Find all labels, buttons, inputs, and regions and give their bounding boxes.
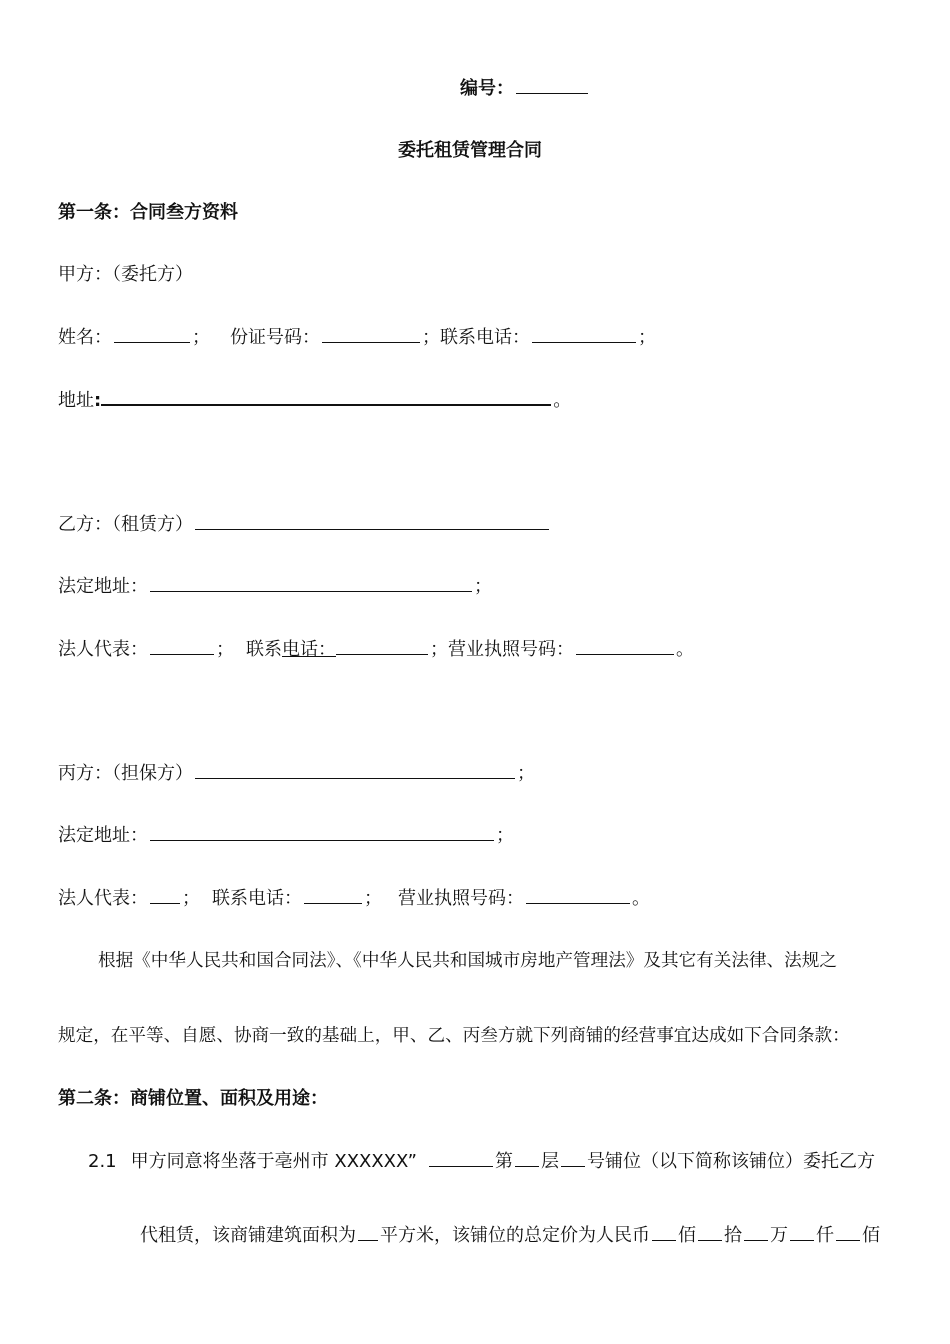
party-b-address-label: 法定地址：: [58, 576, 148, 597]
party-b-license-blank: [576, 636, 674, 655]
party-b-phone-blank: [336, 636, 428, 655]
party-a-id-label: 份证号码：: [230, 327, 320, 348]
separator: ；: [517, 763, 535, 784]
document-title: 委托租赁管理合同: [398, 140, 542, 161]
unit-blank: [561, 1148, 585, 1167]
amount-blank: [744, 1222, 768, 1241]
party-a-name-label: 姓名：: [58, 327, 112, 348]
party-c-label: 丙方：（担保方）: [58, 763, 193, 784]
contract-number-label: 编号：: [460, 78, 514, 99]
unit-text: 仟: [816, 1225, 834, 1246]
party-b-details-line: [58, 636, 694, 663]
separator: ；: [638, 327, 656, 348]
clause-text: 第: [494, 1151, 513, 1172]
party-c-address-line: [58, 822, 514, 849]
separator: ；: [422, 327, 440, 348]
party-c-address-label: 法定地址：: [58, 825, 148, 846]
unit-text: 万: [770, 1225, 788, 1246]
party-b-license-label: 营业执照号码：: [448, 639, 574, 660]
party-c-rep-blank: [150, 885, 180, 904]
party-a-address-blank: [101, 386, 551, 406]
clause-text: 甲方同意将坐落于亳州市 XXXXXX”: [130, 1151, 417, 1172]
article-1-heading: 第一条：合同叁方资料: [58, 202, 238, 223]
party-c-details-line: [58, 885, 650, 912]
party-c-name-blank: [195, 760, 515, 779]
basis-paragraph-line-2: 规定，在平等、自愿、协商一致的基础上，甲、乙、丙叁方就下列商铺的经营事宜达成如下合同条款：: [58, 1026, 850, 1046]
separator: ；: [216, 639, 234, 660]
party-c-license-label: 营业执照号码：: [398, 888, 524, 909]
amount-blank: [652, 1222, 676, 1241]
floor-blank: [515, 1148, 539, 1167]
clause-2-1-line-2: [140, 1222, 880, 1249]
party-b-line: [58, 511, 551, 538]
party-b-phone-label-pre: 联系: [246, 639, 282, 660]
party-b-label: 乙方：（租赁方）: [58, 514, 193, 535]
clause-text: 代租赁，该商铺建筑面积为: [140, 1225, 356, 1246]
clause-text: 平方米，该铺位的总定价为人民币: [380, 1225, 650, 1246]
party-c-rep-label: 法人代表：: [58, 888, 148, 909]
clause-text: 号铺位（以下简称该铺位）委托乙方: [586, 1151, 875, 1172]
clause-2-1-line-1: [88, 1148, 875, 1175]
period: 。: [676, 639, 694, 660]
contract-number: [460, 75, 590, 102]
party-b-name-blank: [195, 511, 549, 530]
building-blank: [429, 1148, 493, 1167]
party-c-license-blank: [526, 885, 630, 904]
party-a-phone-label: 联系电话：: [440, 327, 530, 348]
party-b-rep-blank: [150, 636, 214, 655]
period: 。: [632, 888, 650, 909]
clause-number: 2.1: [88, 1151, 117, 1172]
separator: ；: [364, 888, 382, 909]
party-b-address-blank: [150, 573, 472, 592]
unit-text: 拾: [724, 1225, 742, 1246]
party-a-label: 甲方：（委托方）: [58, 264, 193, 285]
colon: :: [94, 390, 102, 411]
party-c-address-blank: [150, 822, 494, 841]
contract-number-blank: [516, 75, 588, 94]
party-c-phone-blank: [304, 885, 362, 904]
party-a-address-line: [58, 386, 571, 414]
unit-text: 佰: [678, 1225, 696, 1246]
party-b-address-line: [58, 573, 492, 600]
separator: ；: [430, 639, 448, 660]
party-b-rep-label: 法人代表：: [58, 639, 148, 660]
party-a-details-line: [58, 324, 656, 351]
party-a-id-blank: [322, 324, 420, 343]
party-b-phone-label-ul: 电话：: [282, 639, 336, 660]
clause-text: 层: [540, 1151, 559, 1172]
article-2-heading: 第二条：商铺位置、面积及用途：: [58, 1088, 328, 1109]
basis-paragraph-line-1: 根据《中华人民共和国合同法》、《中华人民共和国城市房地产管理法》及其它有关法律、法规之: [98, 951, 837, 971]
separator: ；: [474, 576, 492, 597]
unit-text: 佰: [862, 1225, 880, 1246]
party-a-name-blank: [114, 324, 190, 343]
separator: ；: [496, 825, 514, 846]
party-c-line: [58, 760, 535, 787]
party-a-address-label: 地址: [58, 390, 94, 411]
area-blank: [358, 1222, 378, 1241]
party-a-phone-blank: [532, 324, 636, 343]
amount-blank: [836, 1222, 860, 1241]
separator: ；: [182, 888, 200, 909]
separator: ；: [192, 327, 210, 348]
party-c-phone-label: 联系电话：: [212, 888, 302, 909]
amount-blank: [698, 1222, 722, 1241]
period: 。: [553, 390, 572, 411]
amount-blank: [790, 1222, 814, 1241]
